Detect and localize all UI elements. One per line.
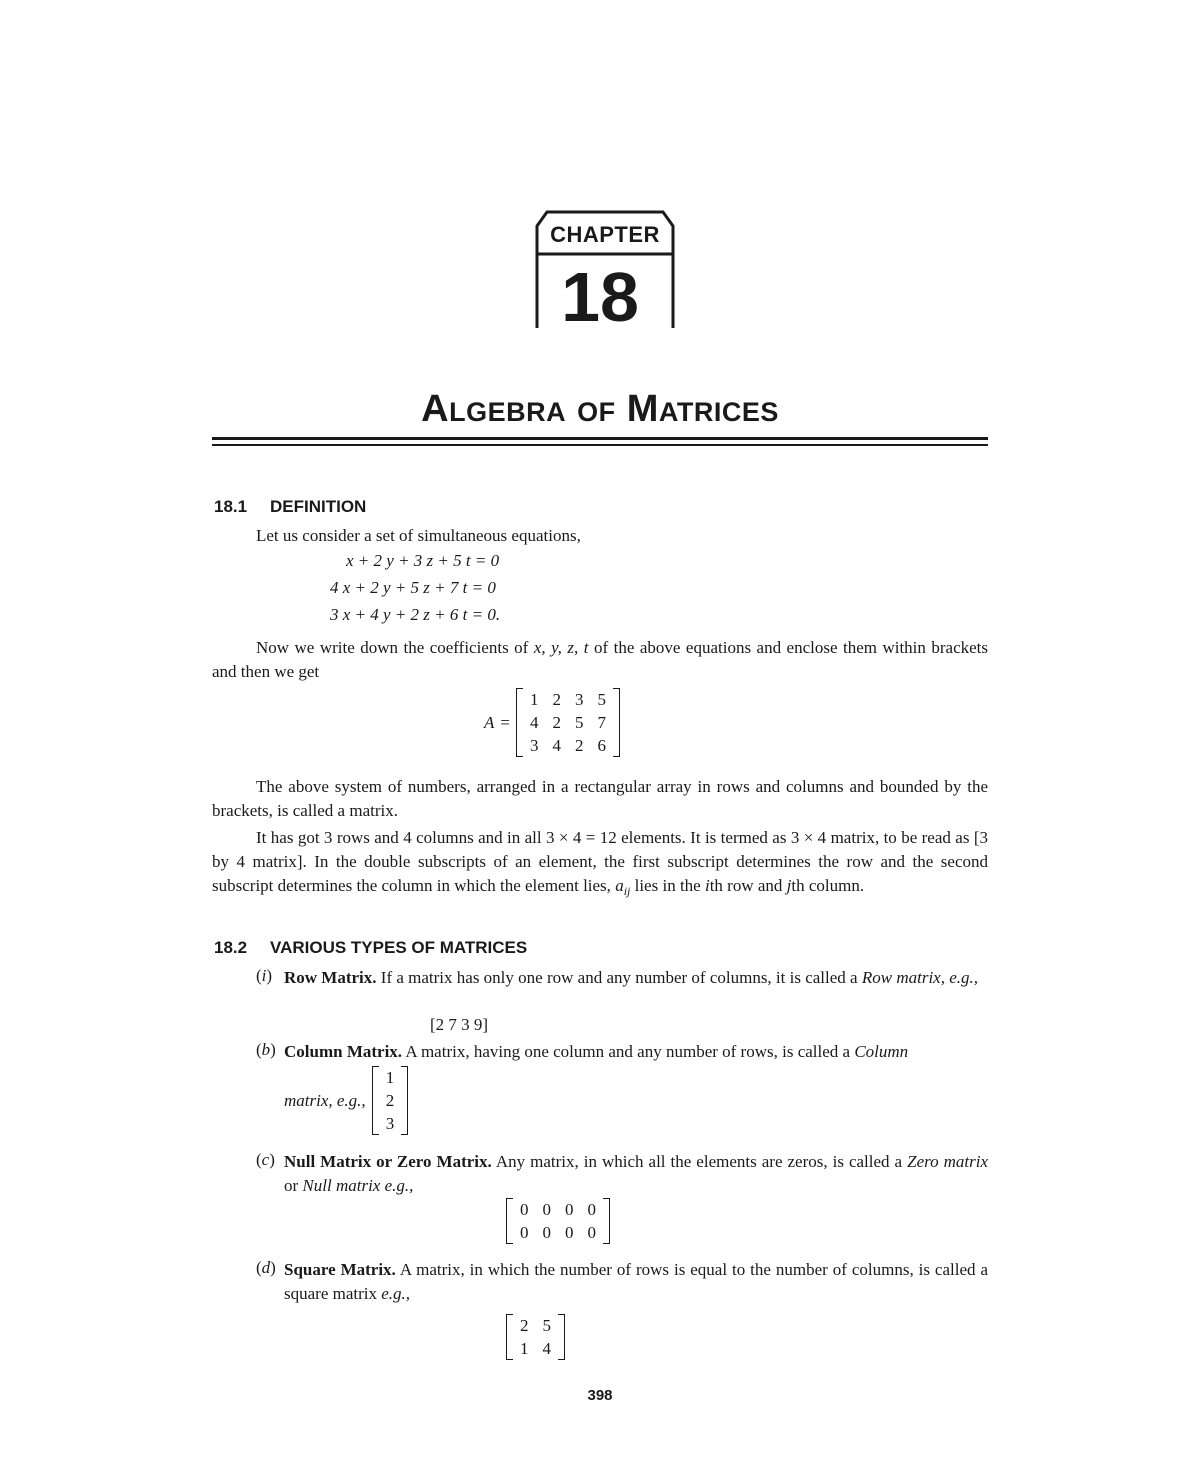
- square-matrix-example: [506, 1314, 565, 1365]
- matrix-cell: 2: [574, 735, 584, 755]
- square-matrix: [506, 1314, 565, 1360]
- section-number: 18.1: [214, 497, 248, 516]
- section-heading-definition: [214, 497, 366, 517]
- item-label-row: (i): [256, 966, 273, 985]
- chapter-number: 18: [561, 258, 639, 336]
- equals-sign: =: [500, 712, 510, 732]
- matrix-cell: 3: [574, 689, 584, 709]
- matrix-cell: 5: [574, 712, 584, 732]
- matrix-a-name: A: [484, 712, 495, 732]
- matrix-cell: 4: [542, 1338, 551, 1358]
- matrix-definition-paragraph: The above system of numbers, arranged in a rectangular array in rows and columns and bounded by the brackets, is called a matrix.: [212, 777, 988, 820]
- row-matrix-example: [2 7 3 9]: [430, 1015, 489, 1034]
- section-title: DEFINITION: [270, 497, 367, 516]
- matrix-cell: 5: [542, 1315, 551, 1335]
- item-label-null: (c): [256, 1150, 275, 1169]
- matrix-cell: 0: [565, 1222, 574, 1242]
- item-label-square: (d): [256, 1258, 276, 1277]
- matrix-a-block: [484, 688, 620, 757]
- null-matrix-item: Null Matrix or Zero Matrix. Any matrix, in which all the elements are zeros, is called a Zero matrix or Null matrix e.g.,: [284, 1152, 989, 1195]
- section-number: 18.2: [214, 938, 248, 957]
- matrix-cell: 6: [597, 735, 606, 755]
- matrix-cell: 1: [520, 1338, 529, 1358]
- chapter-label: CHAPTER: [550, 222, 660, 247]
- matrix-cell: 0: [542, 1199, 551, 1219]
- matrix-cell: 3: [529, 735, 539, 755]
- equation-3: 3 x + 4 y + 2 z + 6 t = 0.: [330, 605, 501, 624]
- matrix-cell: 7: [597, 712, 606, 732]
- column-matrix-item: Column Matrix. A matrix, having one column and any number of rows, is called a Column: [284, 1042, 909, 1061]
- null-matrix-example: [506, 1198, 610, 1249]
- matrix-a: [516, 688, 620, 757]
- column-matrix: [372, 1066, 409, 1135]
- chapter-title: Algebra of Matrices: [421, 388, 779, 430]
- matrix-cell: 1: [385, 1067, 395, 1087]
- chapter-box: [535, 208, 675, 336]
- matrix-cell: 4: [529, 712, 539, 732]
- item-label-column: (b): [256, 1040, 276, 1059]
- matrix-cell: 0: [587, 1199, 596, 1219]
- matrix-cell: 0: [565, 1199, 574, 1219]
- matrix-cell: 4: [552, 735, 561, 755]
- matrix-cell: 3: [385, 1113, 395, 1133]
- equation-1: x + 2 y + 3 z + 5 t = 0: [346, 551, 500, 570]
- title-rule-thin: [212, 444, 988, 446]
- matrix-cell: 0: [542, 1222, 551, 1242]
- order-paragraph: It has got 3 rows and 4 columns and in all 3 × 4 = 12 elements. It is termed as 3 × 4 matrix, to be read as [3 by 4 matrix]. In the double subscripts of an element, the first subscript determines the row and the second subscript determines the column in which the element lies, $a_{ij}$ lies in the ith row and jth column.: [212, 828, 988, 899]
- matrix-cell: 1: [529, 689, 539, 709]
- matrix-cell: 5: [597, 689, 606, 709]
- title-rule-thick: [212, 437, 988, 440]
- page-number: 398: [587, 1387, 613, 1404]
- matrix-cell: 0: [587, 1222, 596, 1242]
- matrix-cell: 0: [520, 1222, 529, 1242]
- square-matrix-item: Square Matrix. A matrix, in which the number of rows is equal to the number of columns, is called a square matrix e.g.,: [284, 1260, 988, 1303]
- equation-2: 4 x + 2 y + 5 z + 7 t = 0: [330, 578, 496, 597]
- matrix-cell: 2: [552, 712, 561, 732]
- intro-text: Let us consider a set of simultaneous equations,: [256, 526, 581, 545]
- section-title: VARIOUS TYPES OF MATRICES: [270, 938, 528, 957]
- coefficients-paragraph: Now we write down the coefficients of x, y, z, t of the above equations and enclose them within brackets and then we get: [212, 638, 989, 681]
- null-matrix: [506, 1198, 610, 1244]
- matrix-cell: 2: [552, 689, 561, 709]
- matrix-cell: 2: [520, 1315, 529, 1335]
- section-heading-types: [214, 938, 527, 958]
- matrix-cell: 2: [385, 1090, 395, 1110]
- row-matrix-item: Row Matrix. If a matrix has only one row and any number of columns, it is called a Row matrix, e.g.,: [284, 968, 979, 987]
- column-matrix-example: matrix, e.g., 1 2 3: [284, 1066, 408, 1135]
- matrix-cell: 0: [520, 1199, 529, 1219]
